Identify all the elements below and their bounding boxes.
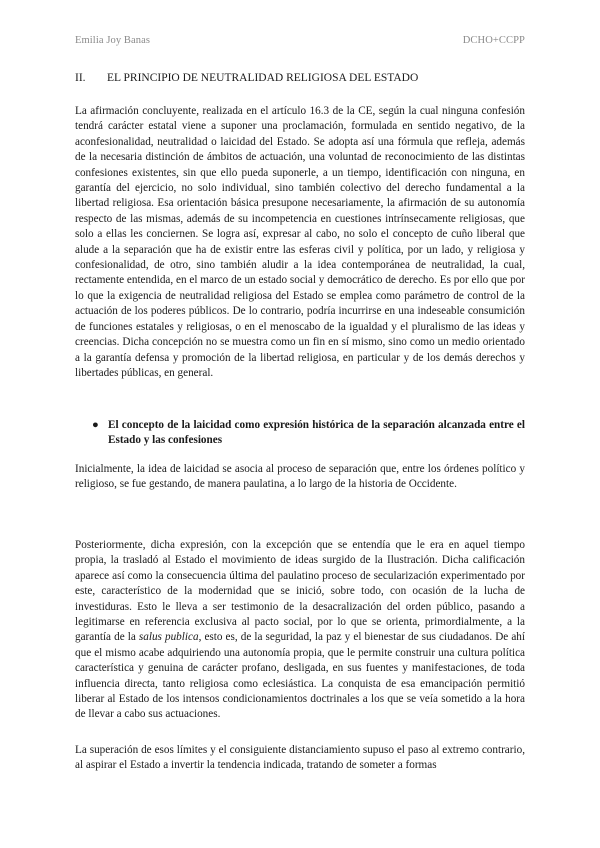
bullet-heading bbox=[75, 418, 525, 449]
paragraph-3-part-1: Posteriormente, dicha expresión, con la excepción que se entendía que le era en aquel tiempo propia, la trasladó al Estado el movimiento de ideas surgido de la Ilustración. Dicha calificación aparece así como la consecuencia última del paulatino proceso de secularización experimentado por este, característico de la modernidad que se inició, sobre todo, con ocasión de la lucha de investiduras. Esto le lleva a ser testimonio de la desacralización del orden público, pasando a legitimarse en referencia exclusiva al pacto social, por lo que se orienta, primordialmente, a la garantía de la bbox=[75, 539, 525, 644]
section-heading bbox=[75, 70, 535, 86]
header-author: Emilia Joy Banas bbox=[75, 35, 151, 46]
bullet-heading-text: El concepto de la laicidad como expresión histórica de la separación alcanzada entre el Estado y las confesiones bbox=[108, 419, 525, 447]
section-number: II. bbox=[75, 72, 86, 84]
section-title: EL PRINCIPIO DE NEUTRALIDAD RELIGIOSA DEL ESTADO bbox=[107, 72, 419, 84]
paragraph-2: Inicialmente, la idea de laicidad se asocia al proceso de separación que, entre los órdenes político y religioso, se fue gestando, de manera paulatina, a lo largo de la historia de Occidente. bbox=[75, 463, 525, 491]
paragraph-3-part-2: , esto es, de la seguridad, la paz y el bienestar de sus ciudadanos. De ahí que el mismo acabe adquiriendo una autonomía propia, que le permite construir una cultura política característica y genuina de carácter profano, desligada, en sus fuentes y manifestaciones, de toda influencia directa, tanto religiosa como eclesiástica. La conquista de esa emancipación permitió liberar al Estado de los intensos condicionamientos doctrinales a los que se veía sometido a la hora de llevar a cabo sus actuaciones. bbox=[75, 631, 525, 721]
paragraph-3-italic: salus publica bbox=[138, 631, 199, 644]
bullet-dot-icon: ● bbox=[92, 419, 99, 431]
paragraph-3 bbox=[75, 538, 525, 723]
paragraph-1: La afirmación concluyente, realizada en el artículo 16.3 de la CE, según la cual ninguna confesión tendrá carácter estatal viene a suponer una proclamación, formulada en sentido negativo, de la aconfesionalidad, neutralidad o laicidad del Estado. Se adopta así una fórmula que refleja, además de la necesaria distinción de ámbitos de actuación, una voluntad de reconocimiento de las distintas confesiones existentes, sin que ello pueda suponerle, a un tiempo, identificación con ninguna, en garantía del ejercicio, no solo individual, sino también colectivo del derecho fundamental a la libertad religiosa. Esa orientación básica presupone necesariamente, la afirmación de su autonomía respecto de las mismas, además de su incompetencia en cuestiones intrínsecamente religiosas, que solo a ellas les conciernen. Se logra así, expresar al cabo, no solo el concepto de cuño liberal que alude a la separación que ha de existir entre las esferas civil y política, por un lado, y religiosa y confesionalidad, de otro, sino también aludir a la idea contemporánea de neutralidad, la cual, rectamente entendida, en el marco de un estado social y democrático de derecho. Es por ello que por lo que la exigencia de neutralidad religiosa del Estado se emplea como parámetro de control de la actuación de los poderes públicos. De lo contrario, podría incurrirse en una indeseable consumición de funciones estatales y religiosas, o en el menoscabo de la igualdad y el pluralismo de las ideas y creencias. Dicha concepción no se muestra como un fin en sí mismo, sino como un medio orientado a la garantía defensa y promoción de la libertad religiosa, en particular y de los demás derechos y libertades públicas, en general. bbox=[75, 105, 525, 379]
paragraph-4: La superación de esos límites y el consiguiente distanciamiento supuso el paso al extremo contrario, al aspirar el Estado a invertir la tendencia indicada, tratando de someter a formas bbox=[75, 744, 525, 772]
header-course: DCHO+CCPP bbox=[462, 35, 525, 46]
